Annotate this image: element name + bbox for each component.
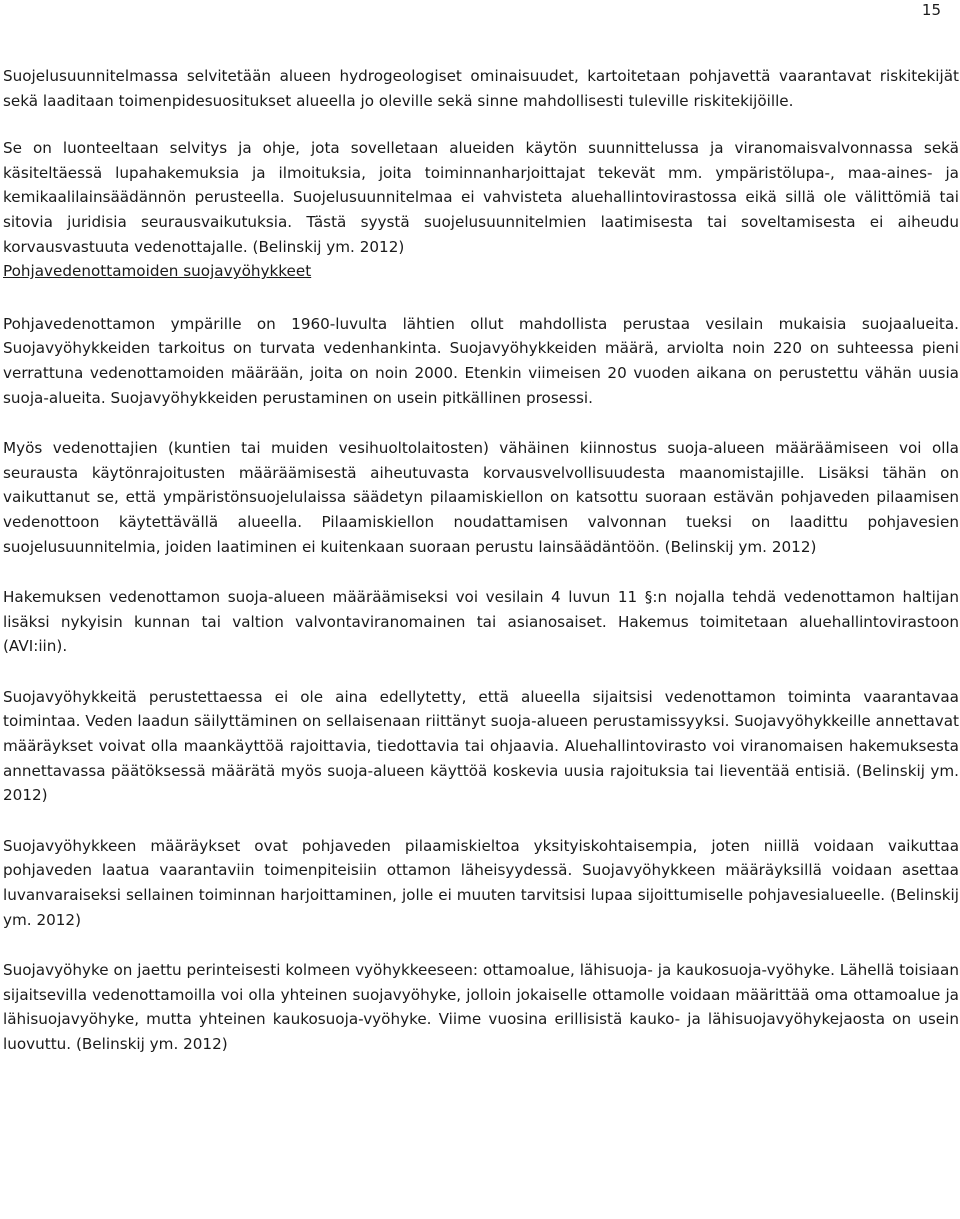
- paragraph-1: Suojelusuunnitelmassa selvitetään alueen hydrogeologiset ominaisuudet, kartoitetaan pohjavettä vaarantavat riskitekijät sekä laaditaan toimenpidesuositukset alueella jo oleville sekä sinne mahdollisesti tuleville riskitekijöille.: [3, 67, 959, 110]
- paragraph-2: Se on luonteeltaan selvitys ja ohje, jota sovelletaan alueiden käytön suunnittelussa ja viranomaisvalvonnassa sekä käsiteltäessä lupahakemuksia ja ilmoituksia, joita toiminnanharjoittajat tekevät mm. ympäristölupa-, maa-aines- ja kemikaalilainsäädännön perusteella. Suojelusuunnitelmaa ei vahvisteta aluehallintovirastossa eikä sillä ole välittömiä tai sitovia juridisia seurausvaikutuksia. Tästä syystä suojelusuunnitelmien laatimisesta tai soveltamisesta ei aiheudu korvausvastuuta vedenottajalle. (Belinskij ym. 2012): [3, 139, 959, 256]
- paragraph-3: Pohjavedenottamon ympärille on 1960-luvulta lähtien ollut mahdollista perustaa vesilain mukaisia suojaalueita. Suojavyöhykkeiden tarkoitus on turvata vedenhankinta. Suojavyöhykkeiden määrä, arviolta noin 220 on suhteessa pieni verrattuna vedenottamoiden määrään, joita on noin 2000. Etenkin viimeisen 20 vuoden aikana on perustettu vähän uusia suoja-alueita. Suojavyöhykkeiden perustaminen on usein pitkällinen prosessi.: [3, 314, 959, 407]
- paragraph-7: Suojavyöhykkeen määräykset ovat pohjaveden pilaamiskieltoa yksityiskohtaisempia, joten niillä voidaan vaikuttaa pohjaveden laatua vaarantaviin toimenpiteisiin ottamon läheisyydessä. Suojavyöhykkeen määräyksillä voidaan asettaa luvanvaraiseksi sellainen toiminnan harjoittaminen, jolle ei muuten tarvitsisi lupaa sijoittumiselle pohjavesialueelle. (Belinskij ym. 2012): [3, 836, 959, 929]
- paragraph-8: Suojavyöhyke on jaettu perinteisesti kolmeen vyöhykkeeseen: ottamoalue, lähisuoja- ja kaukosuoja-vyöhyke. Lähellä toisiaan sijaitsevilla vedenottamoilla voi olla yhteinen suojavyöhyke, jolloin jokaiselle ottamolle voidaan määrittää oma ottamoalue ja lähisuojavyöhyke, mutta yhteinen kaukosuoja-vyöhyke. Viime vuosina erillisistä kauko- ja lähisuojavyöhykejaosta on usein luovuttu. (Belinskij ym. 2012): [3, 961, 959, 1053]
- paragraph-4: Myös vedenottajien (kuntien tai muiden vesihuoltolaitosten) vähäinen kiinnostus suoja-alueen määräämiseen voi olla seurausta käytönrajoitusten määräämisestä aiheutuvasta korvausvelvollisuudesta maanomistajille. Lisäksi tähän on vaikuttanut se, että ympäristönsuojelulaissa säädetyn pilaamiskiellon on katsottu suoraan estävän pohjaveden pilaamisen vedenottoon käytettävällä alueella. Pilaamiskiellon noudattamisen valvonnan tueksi on laadittu pohjavesien suojelusuunnitelmia, joiden laatiminen ei kuitenkaan suoraan perustu lainsäädäntöön. (Belinskij ym. 2012): [3, 439, 959, 556]
- paragraph-5: Hakemuksen vedenottamon suoja-alueen määräämiseksi voi vesilain 4 luvun 11 §:n nojalla tehdä vedenottamon haltijan lisäksi nykyisin kunnan tai valtion valvontaviranomainen tai asianosaiset. Hakemus toimitetaan aluehallintovirastoon (AVI:iin).: [3, 588, 959, 656]
- section-heading: Pohjavedenottamoiden suojavyöhykkeet: [3, 262, 312, 281]
- document-body: [3, 64, 959, 1057]
- paragraph-6: Suojavyöhykkeitä perustettaessa ei ole aina edellytetty, että alueella sijaitsisi vedenottamon toiminta vaarantavaa toimintaa. Veden laadun säilyttäminen on sellaisenaan riittänyt suoja-alueen perustamissyyksi. Suojavyöhykkeille annettavat määräykset voivat olla maankäyttöä rajoittavia, tiedottavia tai ohjaavia. Aluehallintovirasto voi viranomaisen hakemuksesta annettavassa päätöksessä määrätä myös suoja-alueen käyttöä koskevia uusia rajoituksia tai lieventää entisiä. (Belinskij ym. 2012): [3, 687, 959, 805]
- page-number: 15: [921, 1, 941, 19]
